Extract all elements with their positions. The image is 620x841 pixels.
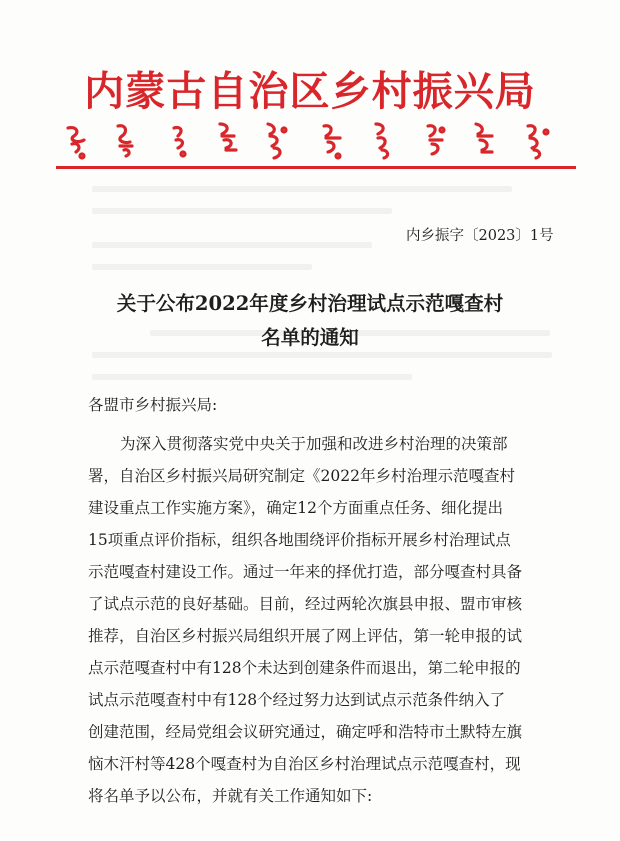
letterhead-divider [56,166,576,169]
document-title-line-2: 名单的通知 [261,326,359,349]
agency-name: 内蒙古自治区乡村振兴局 [84,69,536,115]
body-line: 15项重点评价指标，组织各地围绕评价指标开展乡村治理试点 [88,531,511,549]
body-line: 示范嘎查村建设工作。通过一年来的择优打造，部分嘎查村具备 [88,563,523,581]
salutation: 各盟市乡村振兴局: [88,396,218,414]
mongolian-script-name [62,120,572,162]
body-line: 建设重点工作实施方案》，确定12个方面重点任务、细化提出 [88,499,503,517]
body-line: 创建范围，经局党组会议研究通过，确定呼和浩特市土默特左旗 [88,723,523,741]
body-line: 推荐，自治区乡村振兴局组织开展了网上评估，第一轮申报的试 [88,627,523,645]
document-number: 内乡振字〔2023〕1号 [406,228,554,244]
document-title-line-1: 关于公布2022年度乡村治理试点示范嘎查村 [116,292,504,315]
body-line: 试点示范嘎查村中有128个经过努力达到试点示范条件纳入了 [88,691,506,709]
body-line: 了试点示范的良好基础。目前，经过两轮次旗县申报、盟市审核 [88,595,523,613]
body-line: 署，自治区乡村振兴局研究制定《2022年乡村治理示范嘎查村 [88,467,515,485]
body-line: 为深入贯彻落实党中央关于加强和改进乡村治理的决策部 [120,435,508,453]
body-line: 恼木汗村等428个嘎查村为自治区乡村治理试点示范嘎查村，现 [88,755,521,773]
body-line: 点示范嘎查村中有128个未达到创建条件而退出，第二轮申报的 [88,659,521,677]
body-line: 将名单予以公布，并就有关工作通知如下: [88,787,373,805]
